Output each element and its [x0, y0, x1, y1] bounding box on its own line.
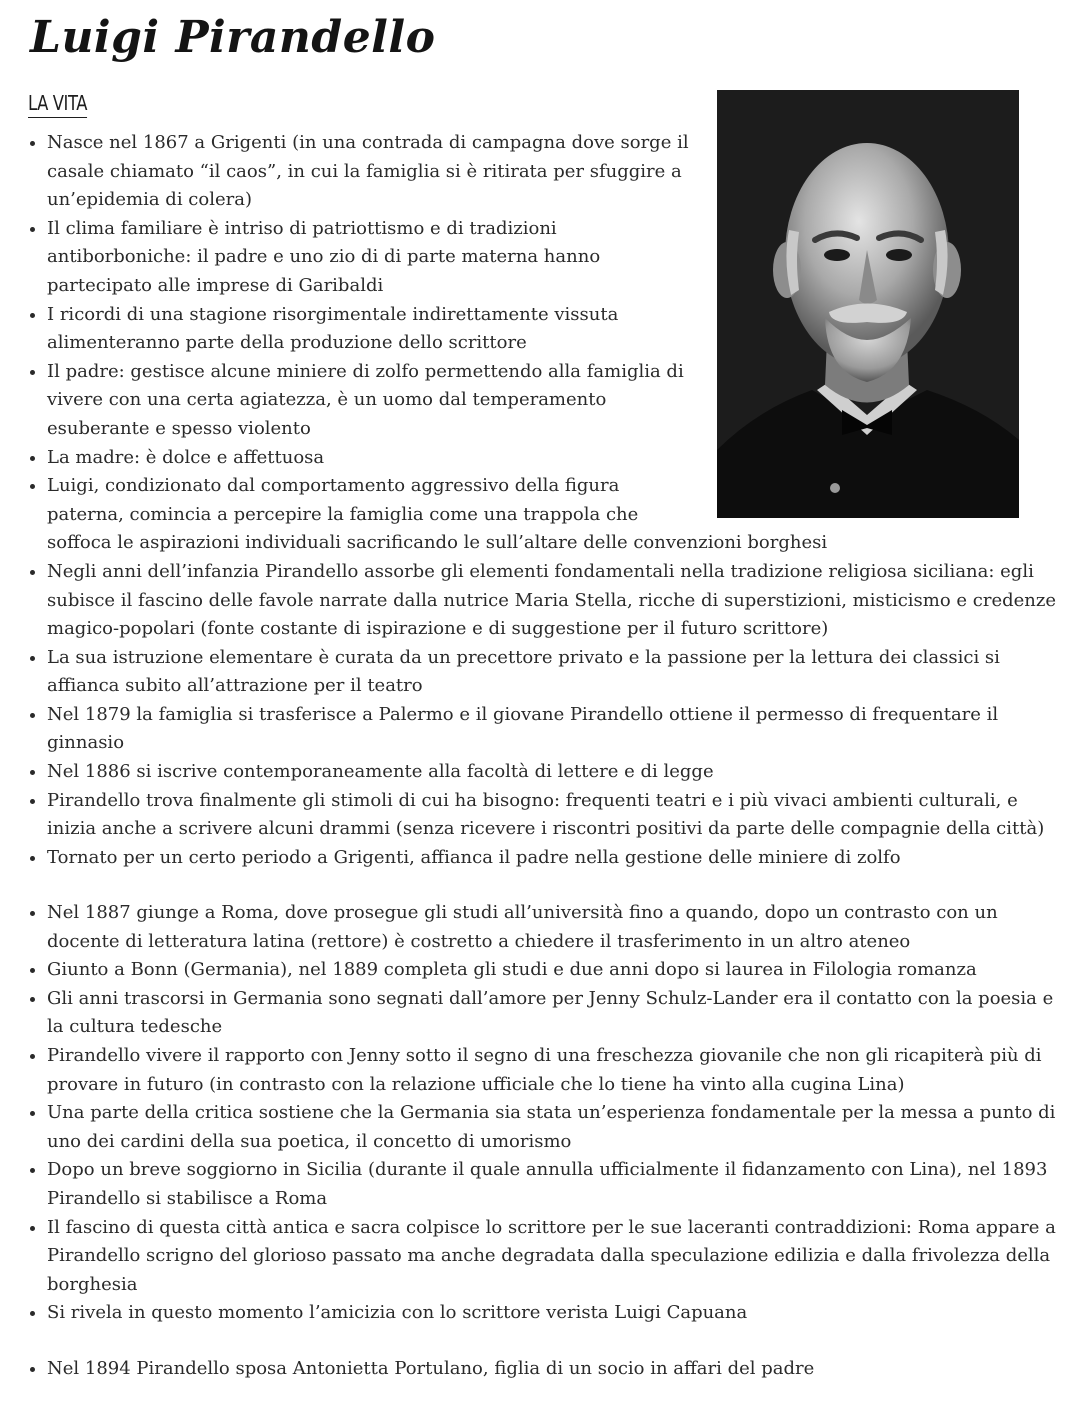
bullet-list-life-part-3	[0, 1355, 1080, 1384]
list-item: Si rivela in questo momento l’amicizia con lo scrittore verista Luigi Capuana	[0, 1299, 1080, 1328]
list-item: Pirandello trova finalmente gli stimoli di cui ha bisogno: frequenti teatri e i più vivaci ambienti culturali, e inizia anche a scrivere alcuni drammi (senza ricevere i riscontri positivi da parte delle compagnie della città)	[0, 787, 1080, 844]
list-item: Nel 1886 si iscrive contemporaneamente alla facoltà di lettere e di legge	[0, 758, 1080, 787]
list-item: I ricordi di una stagione risorgimentale indirettamente vissuta alimenteranno parte della produzione dello scrittore	[0, 301, 1080, 358]
list-item: Giunto a Bonn (Germania), nel 1889 completa gli studi e due anni dopo si laurea in Filologia romanza	[0, 956, 1080, 985]
list-item: Una parte della critica sostiene che la Germania sia stata un’esperienza fondamentale per la messa a punto di uno dei cardini della sua poetica, il concetto di umorismo	[0, 1099, 1080, 1156]
page-title: Luigi Pirandello	[30, 12, 436, 63]
bullet-list-life-part-1	[0, 129, 1080, 872]
list-item: Nel 1887 giunge a Roma, dove prosegue gli studi all’università fino a quando, dopo un contrasto con un docente di letteratura latina (rettore) è costretto a chiedere il trasferimento in un altro ateneo	[0, 899, 1080, 956]
list-item: Nasce nel 1867 a Grigenti (in una contrada di campagna dove sorge il casale chiamato “il caos”, in cui la famiglia si è ritirata per sfuggire a un’epidemia di colera)	[0, 129, 1080, 215]
list-item: Gli anni trascorsi in Germania sono segnati dall’amore per Jenny Schulz-Lander era il contatto con la poesia e la cultura tedesche	[0, 985, 1080, 1042]
list-item: Il fascino di questa città antica e sacra colpisce lo scrittore per le sue laceranti contraddizioni: Roma appare a Pirandello scrigno del glorioso passato ma anche degradata dalla speculazione edilizia e dalla frivolezza della borghesia	[0, 1214, 1080, 1300]
list-item: Negli anni dell’infanzia Pirandello assorbe gli elementi fondamentali nella tradizione religiosa siciliana: egli subisce il fascino delle favole narrate dalla nutrice Maria Stella, ricche di superstizioni, misticismo e credenze magico-popolari (fonte costante di ispirazione e di suggestione per il futuro scrittore)	[0, 558, 1080, 644]
list-item: Pirandello vivere il rapporto con Jenny sotto il segno di una freschezza giovanile che non gli ricapiterà più di provare in futuro (in contrasto con la relazione ufficiale che lo tiene ha vinto alla cugina Lina)	[0, 1042, 1080, 1099]
list-item: Luigi, condizionato dal comportamento aggressivo della figura paterna, comincia a percepire la famiglia come una trappola che soffoca le aspirazioni individuali sacrificando le sull’altare delle convenzioni borghesi	[0, 472, 1080, 558]
list-item: Tornato per un certo periodo a Grigenti, affianca il padre nella gestione delle miniere di zolfo	[0, 844, 1080, 873]
list-item: La sua istruzione elementare è curata da un precettore privato e la passione per la lettura dei classici si affianca subito all’attrazione per il teatro	[0, 644, 1080, 701]
list-item: Il clima familiare è intriso di patriottismo e di tradizioni antiborboniche: il padre e uno zio di di parte materna hanno partecipato alle imprese di Garibaldi	[0, 215, 1080, 301]
section-heading: LA VITA	[28, 90, 87, 118]
list-item: Il padre: gestisce alcune miniere di zolfo permettendo alla famiglia di vivere con una certa agiatezza, è un uomo dal temperamento esuberante e spesso violento	[0, 358, 1080, 444]
list-item: La madre: è dolce e affettuosa	[0, 444, 1080, 473]
list-item: Dopo un breve soggiorno in Sicilia (durante il quale annulla ufficialmente il fidanzamento con Lina), nel 1893 Pirandello si stabilisce a Roma	[0, 1156, 1080, 1213]
bullet-list-life-part-2	[0, 899, 1080, 1328]
list-item: Nel 1894 Pirandello sposa Antonietta Portulano, figlia di un socio in affari del padre	[0, 1355, 1080, 1384]
list-item: Nel 1879 la famiglia si trasferisce a Palermo e il giovane Pirandello ottiene il permesso di frequentare il ginnasio	[0, 701, 1080, 758]
